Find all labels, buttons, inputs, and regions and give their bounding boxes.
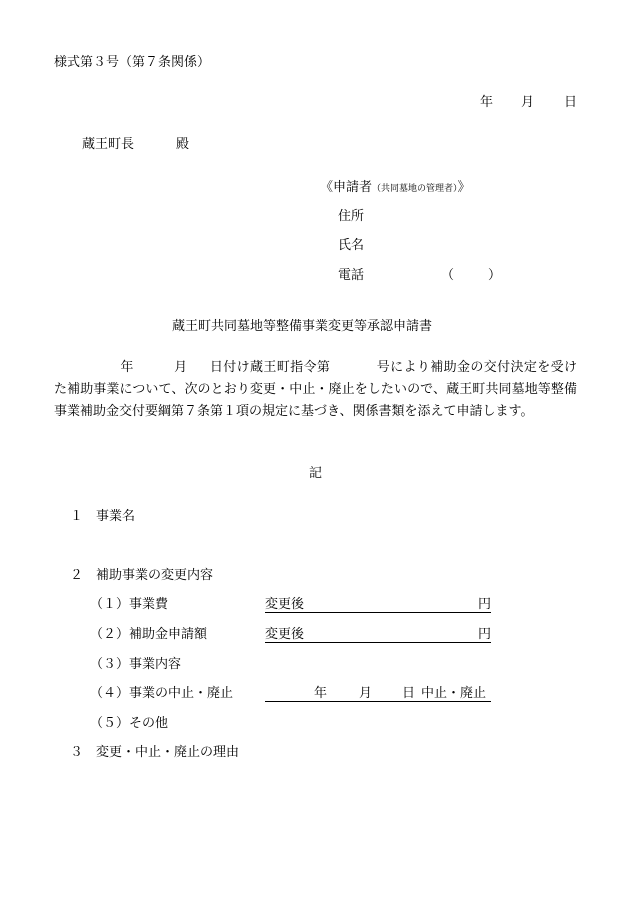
item-2-label: （２）補助金申請額	[90, 627, 208, 642]
section-3-number: ３	[70, 745, 84, 760]
body-number-suffix: 号により補助金の交付決定を受	[376, 360, 564, 375]
applicant-name-label: 氏名	[338, 238, 365, 253]
section-2-label: 補助事業の変更内容	[96, 568, 214, 583]
document-title: 蔵王町共同墓地等整備事業変更等承認申請書	[172, 319, 433, 334]
applicant-note: （共同墓地の管理者）	[372, 184, 458, 194]
body-paragraph	[54, 357, 577, 423]
item-4-year: 年	[314, 686, 328, 701]
item-1-underline	[265, 612, 491, 613]
item-4-day: 日	[402, 686, 416, 701]
item-2-underline	[265, 642, 491, 643]
item-5-label: （５）その他	[90, 716, 169, 731]
item-1-label: （１）事業費	[90, 597, 169, 612]
body-date-prefix: 日付け蔵王町指令第	[209, 360, 331, 375]
applicant-phone-label: 電話	[338, 268, 365, 283]
body-year: 年	[120, 360, 134, 375]
ki-heading: 記	[309, 466, 323, 481]
item-2-unit: 円	[478, 627, 492, 642]
applicant-heading	[320, 180, 471, 197]
item-1-unit: 円	[478, 597, 492, 612]
section-1-label: 事業名	[96, 509, 136, 524]
date-month: 月	[521, 95, 535, 110]
body-month: 月	[173, 360, 188, 375]
date-day: 日	[564, 95, 578, 110]
item-4-month: 月	[359, 686, 373, 701]
item-4-label: （４）事業の中止・廃止	[90, 686, 234, 701]
section-1-number: １	[70, 509, 84, 524]
phone-paren-close: ）	[488, 268, 502, 283]
addressee-honorific: 殿	[176, 137, 190, 152]
applicant-close: 》	[457, 180, 471, 195]
item-4-underline	[265, 701, 491, 702]
section-2-number: ２	[70, 568, 84, 583]
item-2-prefix: 変更後	[265, 627, 305, 642]
body-rest: けた補助事業について、次のとおり変更・中止・廃止をしたいので、蔵王町共同墓地等整備事業補助金交付要綱第７条第１項の規定に基づき、関係書類を添えて申請します。	[54, 360, 577, 419]
date-year: 年	[480, 95, 494, 110]
form-number-label: 様式第３号（第７条関係）	[54, 55, 211, 70]
applicant-address-label: 住所	[338, 209, 365, 224]
phone-paren-open: （	[441, 268, 455, 283]
item-1-prefix: 変更後	[265, 597, 305, 612]
section-3-label: 変更・中止・廃止の理由	[96, 745, 240, 760]
item-3-label: （３）事業内容	[90, 657, 182, 672]
applicant-open: 《申請者	[320, 180, 373, 195]
item-4-suffix: 中止・廃止	[421, 686, 487, 701]
addressee-name: 蔵王町長	[82, 137, 135, 152]
